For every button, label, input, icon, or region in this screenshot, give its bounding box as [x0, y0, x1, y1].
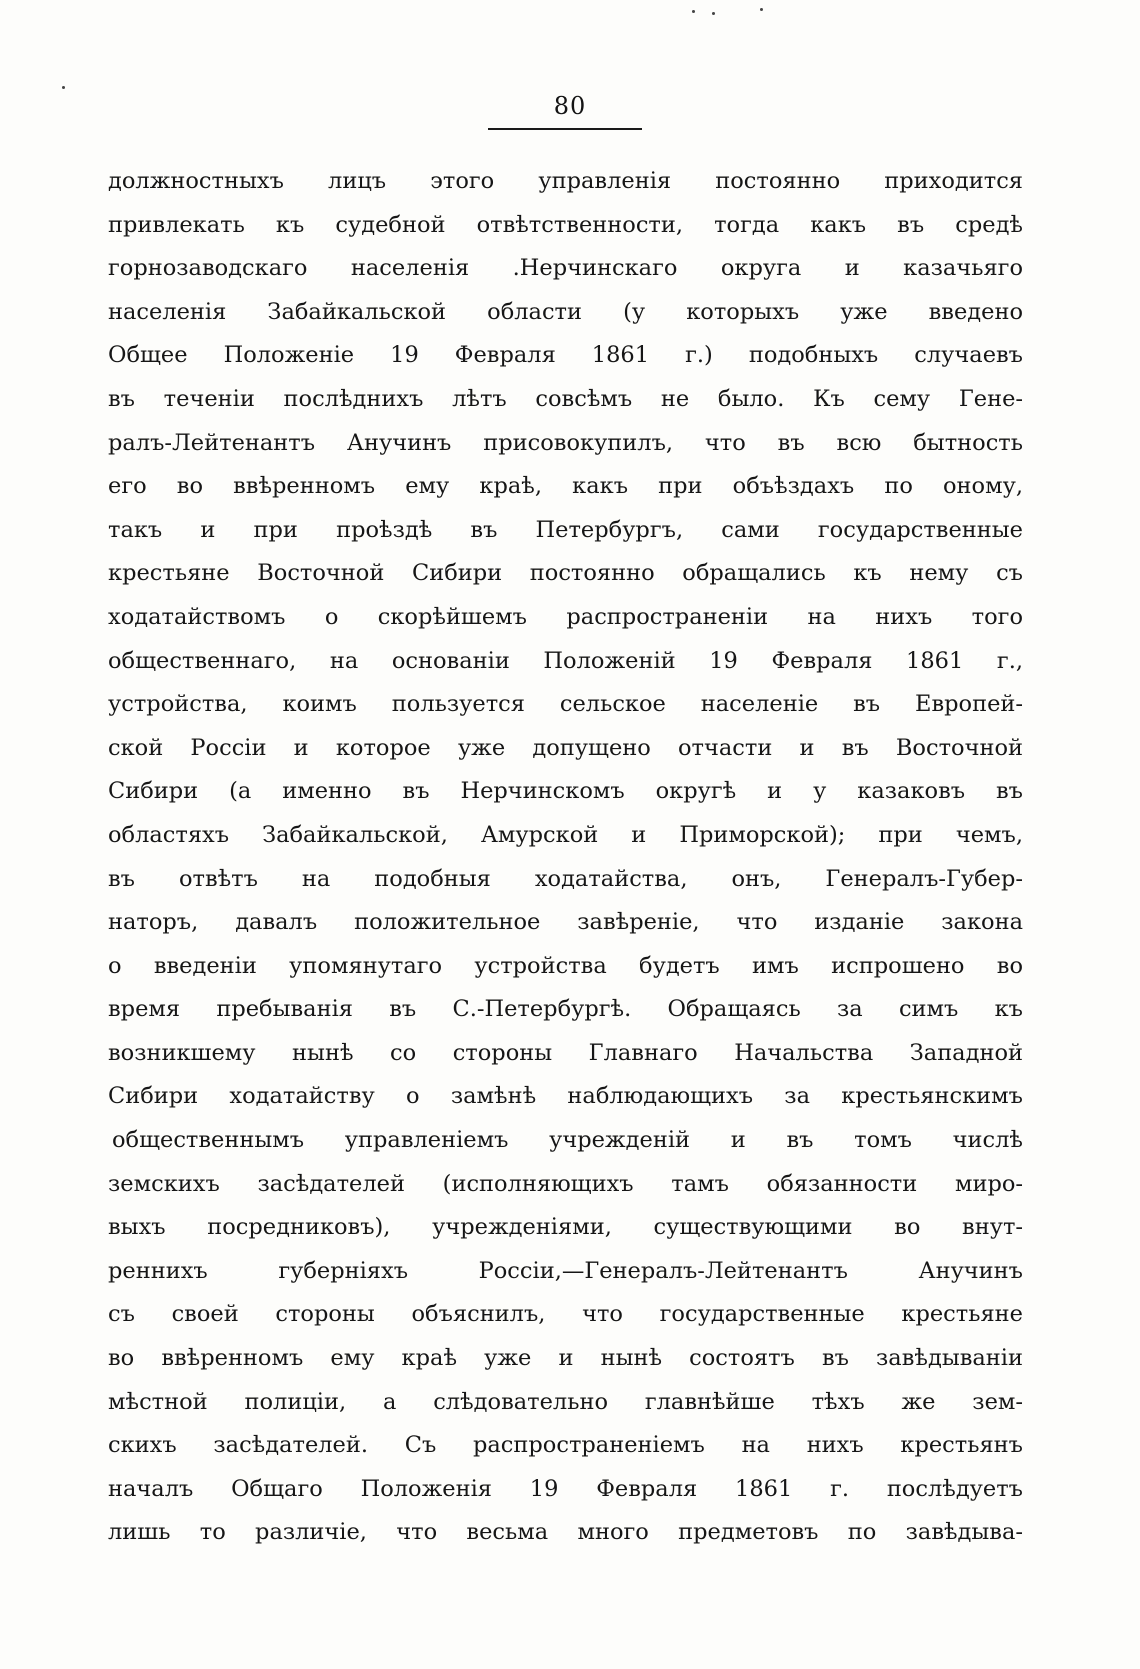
- text-line: реннихъ губерніяхъ Россіи,—Генералъ-Лейтенантъ Анучинъ: [108, 1257, 1023, 1284]
- text-line: ходатайствомъ о скорѣйшемъ распространеніи на нихъ того: [108, 603, 1023, 630]
- text-line: его во ввѣренномъ ему краѣ, какъ при объѣздахъ по оному,: [108, 473, 1023, 500]
- scan-speck: [760, 8, 763, 11]
- scan-speck: [62, 86, 65, 89]
- text-line: Общее Положеніе 19 Февраля 1861 г.) подобныхъ случаевъ: [108, 342, 1023, 369]
- text-line: Сибири ходатайству о замѣнѣ наблюдающихъ за крестьянскимъ: [108, 1083, 1023, 1110]
- text-line: во ввѣренномъ ему краѣ уже и нынѣ состоятъ въ завѣдываніи: [108, 1345, 1023, 1372]
- text-line: земскихъ засѣдателей (исполняющихъ тамъ обязанности миро-: [108, 1170, 1023, 1197]
- text-line: горнозаводскаго населенія .Нерчинскаго округа и казачьяго: [108, 255, 1023, 282]
- body-text: [108, 160, 1023, 1555]
- text-line: въ отвѣтъ на подобныя ходатайства, онъ, Генералъ-Губер-: [108, 865, 1023, 892]
- scan-speck: [712, 12, 715, 15]
- text-line: возникшему нынѣ со стороны Главнаго Начальства Западной: [108, 1039, 1023, 1066]
- text-line: выхъ посредниковъ), учрежденіями, существующими во внут-: [108, 1214, 1023, 1241]
- text-line: областяхъ Забайкальской, Амурской и Приморской); при чемъ,: [108, 821, 1023, 848]
- text-line: началъ Общаго Положенія 19 Февраля 1861 г. послѣдуетъ: [108, 1475, 1023, 1502]
- text-line: въ теченіи послѣднихъ лѣтъ совсѣмъ не было. Къ сему Гене-: [108, 385, 1023, 412]
- scan-speck: [692, 10, 695, 13]
- text-line: о введеніи упомянутаго устройства будетъ имъ испрошено во: [108, 952, 1023, 979]
- text-line: съ своей стороны объяснилъ, что государственные крестьяне: [108, 1301, 1023, 1328]
- text-line: крестьяне Восточной Сибири постоянно обращались къ нему съ: [108, 560, 1023, 587]
- text-line: лишь то различіе, что весьма много предметовъ по завѣдыва-: [108, 1519, 1023, 1546]
- page-number: 80: [553, 92, 587, 120]
- text-line: Сибири (а именно въ Нерчинскомъ округѣ и у казаковъ въ: [108, 778, 1023, 805]
- text-line: наторъ, давалъ положительное завѣреніе, что изданіе закона: [108, 909, 1023, 936]
- text-line: ралъ-Лейтенантъ Анучинъ присовокупилъ, что въ всю бытность: [108, 429, 1023, 456]
- text-line: мѣстной полиціи, а слѣдовательно главнѣйше тѣхъ же зем-: [108, 1388, 1023, 1415]
- text-line: должностныхъ лицъ этого управленія постоянно приходится: [108, 168, 1023, 194]
- text-line: общественнаго, на основаніи Положеній 19 Февраля 1861 г.,: [108, 647, 1023, 674]
- text-line: устройства, коимъ пользуется сельское населеніе въ Европей-: [108, 691, 1023, 718]
- text-line: время пребыванія въ С.-Петербургѣ. Обращаясь за симъ къ: [108, 996, 1023, 1023]
- text-line: привлекать къ судебной отвѣтственности, тогда какъ въ средѣ: [108, 211, 1023, 238]
- page-number-rule: [488, 128, 642, 130]
- text-line: населенія Забайкальской области (у которыхъ уже введено: [108, 298, 1023, 325]
- text-line: такъ и при проѣздѣ въ Петербургъ, сами государственные: [108, 516, 1023, 543]
- text-line: ской Россіи и которое уже допущено отчасти и въ Восточной: [108, 734, 1023, 761]
- text-line: скихъ засѣдателей. Съ распространеніемъ на нихъ крестьянъ: [108, 1432, 1023, 1459]
- text-line: общественнымъ управленіемъ учрежденій и въ томъ числѣ: [112, 1127, 1023, 1154]
